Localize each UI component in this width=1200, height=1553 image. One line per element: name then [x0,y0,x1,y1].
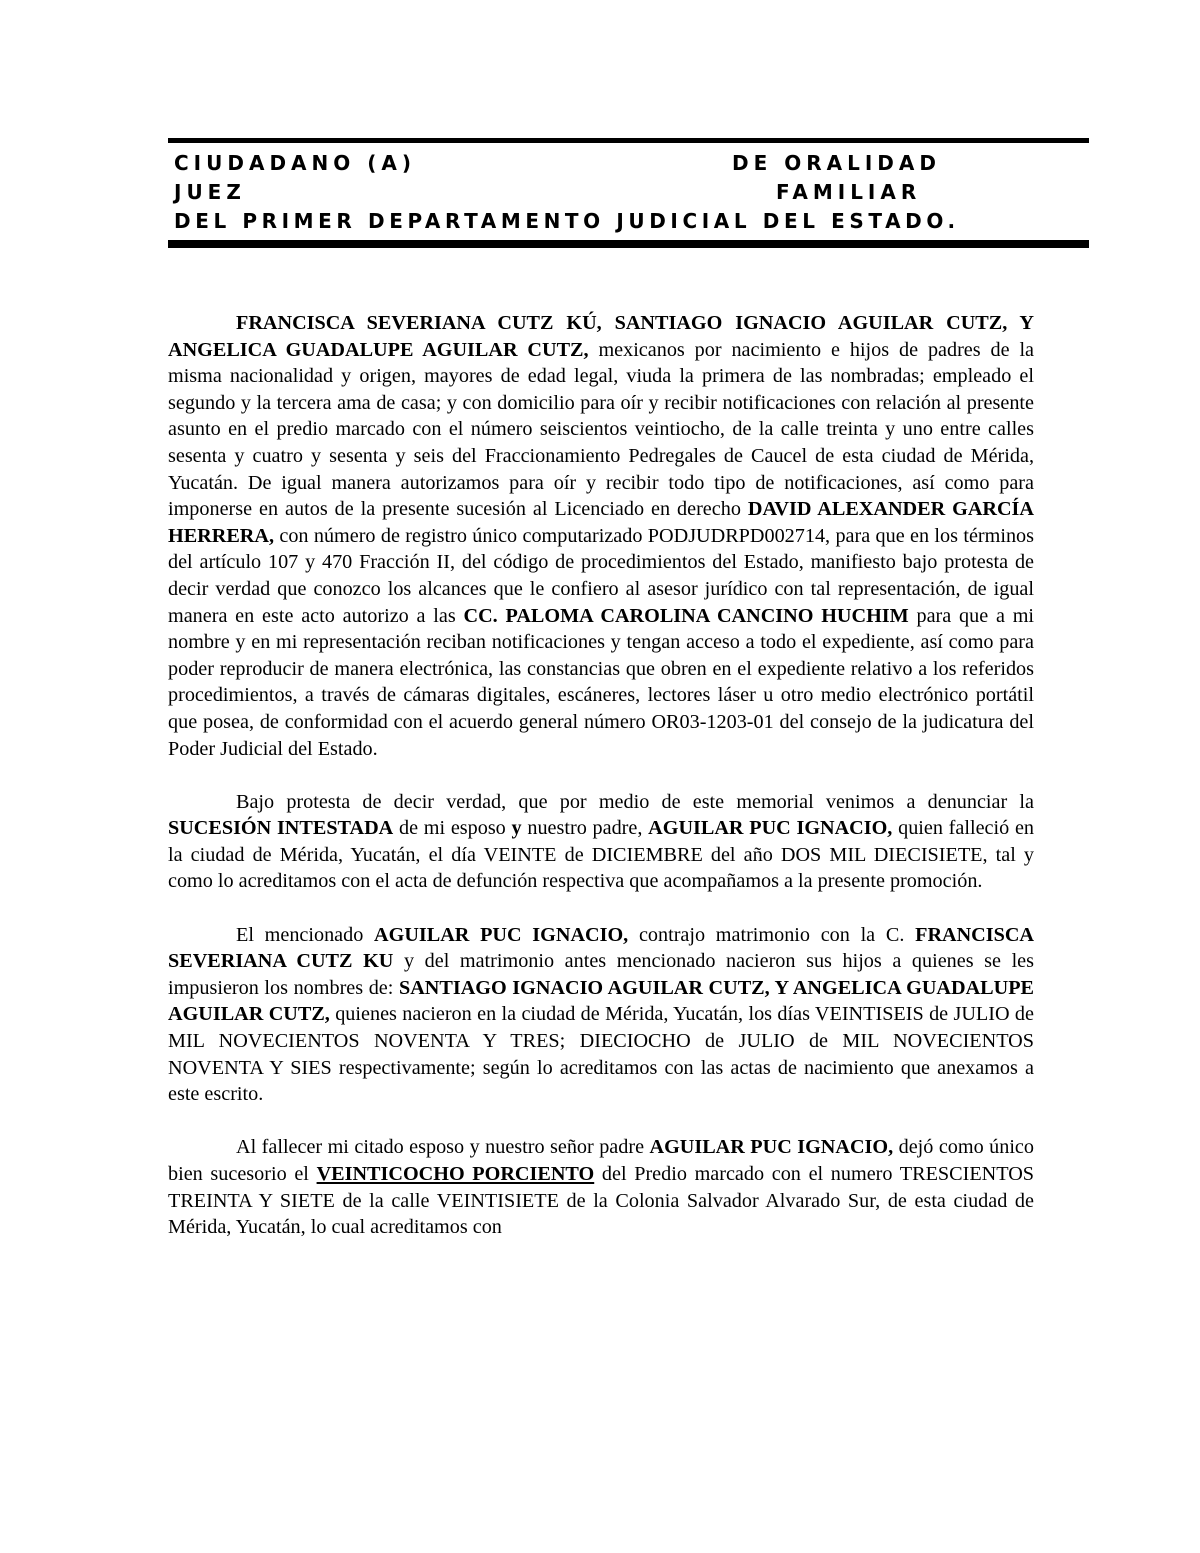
authorized-person: CC. PALOMA CAROLINA CANCINO HUCHIM [463,604,909,627]
p2-text-4: quien falleció en la ciudad de Mérida, Yucatán, el día VEINTE de DICIEMBRE del año DOS MIL DIECISIETE, tal y como lo acreditamos con el acta de defunción respectiva que acompañamos a la presente promoción. [168,817,1034,893]
paragraph-4 [168,1134,1034,1240]
p3-bold-3: SANTIAGO IGNACIO AGUILAR CUTZ, Y ANGELICA GUADALUPE AGUILAR CUTZ, [168,976,1034,1026]
p2-text-3: nuestro padre, [521,817,649,840]
document-body [168,310,1034,1267]
p1-text-3: para que a mi nombre y en mi representación reciban notificaciones y tengan acceso a todo el expediente, así como para poder reproducir de manera electrónica, las constancias que obren en el expediente relativo a los referidos procedimientos, a través de cámaras digitales, escáneres, lectores láser u otro medio electrónico portátil que posea, de conformidad con el acuerdo general número OR03-1203-01 del consejo de la judicatura del Poder Judicial del Estado. [168,604,1035,760]
p1-text-2: con número de registro único computarizado PODJUDRPD002714, para que en los términos del artículo 107 y 470 Fracción II, del código de procedimientos del Estado, manifiesto bajo protesta de decir verdad que conozco los alcances que le confiero al asesor jurídico con tal representación, de igual manera en este acto autorizo a las [168,524,1034,627]
header-juez: JUEZ [174,180,246,204]
p4-text-2: dejó como único bien sucesorio el [168,1136,1034,1185]
p4-text-3: del Predio marcado con el numero TRESCIENTOS TREINTA Y SIETE de la calle VEINTISIETE de la Colonia Salvador Alvarado Sur, de esta ciudad de Mérida, Yucatán, lo cual acreditamos con [168,1163,1034,1239]
header-top-rule [168,138,1089,143]
lawyer-name: DAVID ALEXANDER GARCÍA HERRERA, [168,498,1034,547]
header-oralidad: DE ORALIDAD [732,151,941,175]
header-line-2 [168,178,1089,207]
p3-text-3: y del matrimonio antes mencionado nacieron sus hijos a quienes se les impusieron los nombres de: [168,950,1034,999]
header-line-1 [168,149,1089,178]
p2-text-1: Bajo protesta de decir verdad, que por medio de este memorial venimos a denunciar la [236,790,1034,813]
court-header [168,138,1089,248]
p2-bold-1: SUCESIÓN INTESTADA [168,817,394,840]
p3-text-1: El mencionado [236,923,375,946]
p4-underlined-percentage: VEINTICOCHO PORCIENTO [316,1163,595,1185]
paragraph-3 [168,922,1034,1108]
p3-bold-2: FRANCISCA SEVERIANA CUTZ KU [168,923,1034,973]
header-addressee: CIUDADANO (A) [174,151,416,175]
p4-text-1: Al fallecer mi citado esposo y nuestro señor padre [236,1136,650,1159]
petitioner-names: FRANCISCA SEVERIANA CUTZ KÚ, SANTIAGO IGNACIO AGUILAR CUTZ, Y ANGELICA GUADALUPE AGUILAR CUTZ, [168,312,1034,361]
p3-bold-1: AGUILAR PUC IGNACIO, [374,923,629,946]
p2-text-2: de mi esposo [393,817,512,840]
paragraph-1 [168,310,1034,762]
header-line-3 [168,207,1089,236]
p1-text-1: mexicanos por nacimiento e hijos de padres de la misma nacionalidad y origen, mayores de edad legal, viuda la primera de las nombradas; empleado el segundo y la tercera ama de casa; y con domicilio para oír y recibir notificaciones con relación al presente asunto en el predio marcado con el número seiscientos veintiocho, de la calle treinta y uno entre calles sesenta y cuatro y sesenta y seis del Fraccionamiento Pedregales de Caucel de esta ciudad de Mérida, Yucatán. De igual manera autorizamos para oír y recibir todo tipo de notificaciones, así como para imponerse en autos de la presente sucesión al Licenciado en derecho [168,338,1035,521]
header-bottom-rule [168,240,1089,248]
p3-text-4: quienes nacieron en la ciudad de Mérida, Yucatán, los días VEINTISEIS de JULIO de MIL NOVECIENTOS NOVENTA Y TRES; DIECIOCHO de JULIO de MIL NOVECIENTOS NOVENTA Y SIES respectivamente; según lo acreditamos con las actas de nacimiento que anexamos a este escrito. [168,1003,1034,1106]
p2-bold-2: y [511,817,522,840]
p3-text-2: contrajo matrimonio con la C. [628,923,916,946]
p2-bold-3: AGUILAR PUC IGNACIO, [648,817,893,840]
p4-bold-1: AGUILAR PUC IGNACIO, [649,1136,894,1159]
header-familiar: FAMILIAR [776,180,922,204]
paragraph-2 [168,789,1034,895]
header-department: DEL PRIMER DEPARTAMENTO JUDICIAL DEL ESTADO. [174,209,960,233]
